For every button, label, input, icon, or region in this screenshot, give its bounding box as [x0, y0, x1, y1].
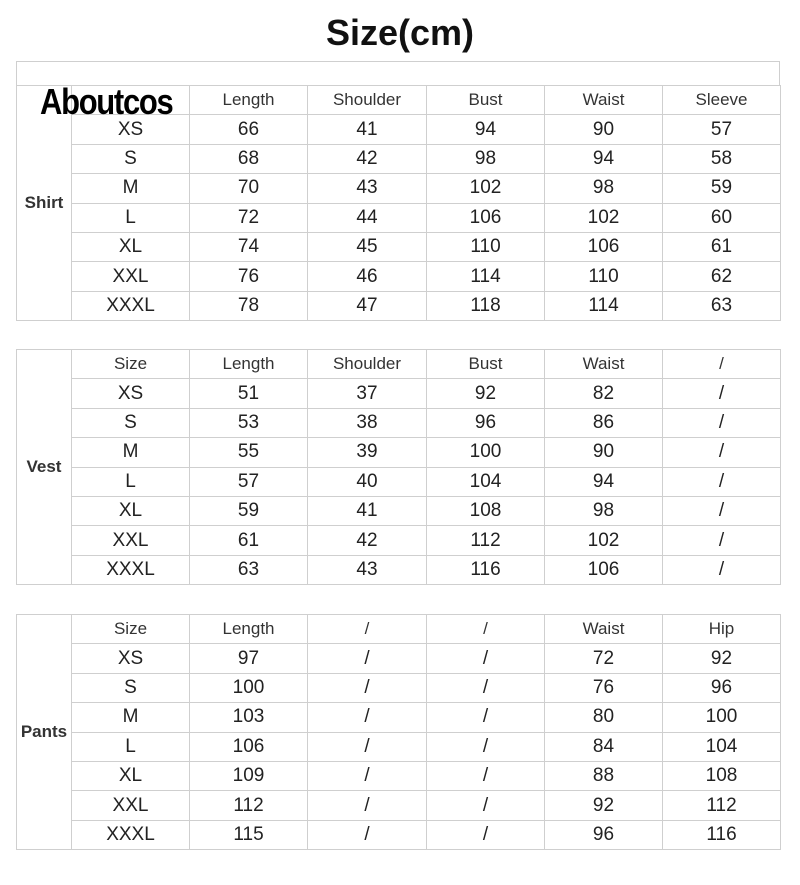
size-label: S	[72, 144, 190, 173]
measurement-cell: 55	[190, 438, 308, 467]
measurement-cell: 94	[545, 144, 663, 173]
measurement-cell: 37	[308, 379, 427, 408]
measurement-cell: 103	[190, 703, 308, 732]
size-label: M	[72, 703, 190, 732]
table-row	[17, 262, 781, 291]
measurement-cell: /	[427, 732, 545, 761]
size-label: XXXL	[72, 555, 190, 584]
measurement-cell: 63	[190, 555, 308, 584]
table-row	[17, 467, 781, 496]
measurement-cell: 92	[663, 644, 781, 673]
measurement-cell: 94	[427, 115, 545, 144]
measurement-cell: 90	[545, 438, 663, 467]
column-header: Length	[190, 615, 308, 644]
column-header: Sleeve	[663, 86, 781, 115]
column-header: /	[308, 615, 427, 644]
measurement-cell: 76	[190, 262, 308, 291]
measurement-cell: 102	[545, 203, 663, 232]
measurement-cell: 100	[663, 703, 781, 732]
measurement-cell: 44	[308, 203, 427, 232]
measurement-cell: 70	[190, 174, 308, 203]
measurement-cell: 51	[190, 379, 308, 408]
measurement-cell: 84	[545, 732, 663, 761]
table-row	[17, 703, 781, 732]
measurement-cell: 46	[308, 262, 427, 291]
measurement-cell: 106	[190, 732, 308, 761]
measurement-cell: 72	[190, 203, 308, 232]
column-header: Length	[190, 86, 308, 115]
measurement-cell: 98	[545, 174, 663, 203]
measurement-cell: 112	[427, 526, 545, 555]
measurement-cell: 47	[308, 291, 427, 320]
measurement-cell: /	[308, 761, 427, 790]
measurement-cell: 43	[308, 174, 427, 203]
measurement-cell: 59	[190, 496, 308, 525]
measurement-cell: /	[427, 820, 545, 849]
pants-size-table	[16, 614, 781, 850]
measurement-cell: 61	[190, 526, 308, 555]
size-label: XXL	[72, 526, 190, 555]
column-header: Size	[72, 615, 190, 644]
measurement-cell: 110	[427, 232, 545, 261]
measurement-cell: 102	[545, 526, 663, 555]
measurement-cell: /	[308, 791, 427, 820]
measurement-cell: 116	[663, 820, 781, 849]
measurement-cell: 66	[190, 115, 308, 144]
measurement-cell: /	[663, 379, 781, 408]
measurement-cell: 109	[190, 761, 308, 790]
size-label: XL	[72, 761, 190, 790]
category-label: Shirt	[17, 86, 72, 321]
measurement-cell: 114	[545, 291, 663, 320]
measurement-cell: 45	[308, 232, 427, 261]
size-label: S	[72, 673, 190, 702]
size-label: M	[72, 174, 190, 203]
vest-size-table	[16, 349, 781, 585]
measurement-cell: 100	[190, 673, 308, 702]
table-row	[17, 379, 781, 408]
table-row	[17, 496, 781, 525]
column-header: /	[427, 615, 545, 644]
measurement-cell: 80	[545, 703, 663, 732]
column-header: /	[663, 350, 781, 379]
table-row	[17, 673, 781, 702]
measurement-cell: 98	[427, 144, 545, 173]
measurement-cell: 96	[545, 820, 663, 849]
size-label: XXXL	[72, 291, 190, 320]
size-label: S	[72, 408, 190, 437]
table-row	[17, 732, 781, 761]
measurement-cell: 106	[427, 203, 545, 232]
measurement-cell: 38	[308, 408, 427, 437]
measurement-cell: /	[427, 703, 545, 732]
measurement-cell: /	[308, 703, 427, 732]
measurement-cell: 59	[663, 174, 781, 203]
size-label: XXL	[72, 262, 190, 291]
measurement-cell: 115	[190, 820, 308, 849]
measurement-cell: 78	[190, 291, 308, 320]
measurement-cell: 62	[663, 262, 781, 291]
column-header: Shoulder	[308, 86, 427, 115]
size-label: M	[72, 438, 190, 467]
size-label: L	[72, 732, 190, 761]
measurement-cell: /	[308, 644, 427, 673]
measurement-cell: /	[427, 791, 545, 820]
table-row	[17, 526, 781, 555]
page-title: Size(cm)	[325, 12, 475, 53]
measurement-cell: 57	[190, 467, 308, 496]
measurement-cell: 42	[308, 144, 427, 173]
measurement-cell: 39	[308, 438, 427, 467]
measurement-cell: 102	[427, 174, 545, 203]
table-row	[17, 555, 781, 584]
column-header: Hip	[663, 615, 781, 644]
measurement-cell: 106	[545, 232, 663, 261]
measurement-cell: 94	[545, 467, 663, 496]
measurement-cell: 92	[427, 379, 545, 408]
measurement-cell: 61	[663, 232, 781, 261]
measurement-cell: 97	[190, 644, 308, 673]
measurement-cell: 96	[427, 408, 545, 437]
measurement-cell: 110	[545, 262, 663, 291]
measurement-cell: /	[308, 673, 427, 702]
measurement-cell: /	[663, 526, 781, 555]
column-header: Waist	[545, 86, 663, 115]
measurement-cell: /	[427, 673, 545, 702]
measurement-cell: 114	[427, 262, 545, 291]
measurement-cell: /	[663, 555, 781, 584]
measurement-cell: 112	[190, 791, 308, 820]
measurement-cell: /	[663, 467, 781, 496]
measurement-cell: 92	[545, 791, 663, 820]
measurement-cell: 98	[545, 496, 663, 525]
table-row	[17, 761, 781, 790]
size-label: XS	[72, 379, 190, 408]
measurement-cell: 104	[427, 467, 545, 496]
column-header: Length	[190, 350, 308, 379]
measurement-cell: 60	[663, 203, 781, 232]
category-label: Vest	[17, 350, 72, 585]
table-row	[17, 232, 781, 261]
measurement-cell: 82	[545, 379, 663, 408]
measurement-cell: /	[308, 732, 427, 761]
size-label: L	[72, 203, 190, 232]
measurement-cell: 72	[545, 644, 663, 673]
size-label: XL	[72, 232, 190, 261]
column-header: Bust	[427, 86, 545, 115]
measurement-cell: 116	[427, 555, 545, 584]
measurement-cell: 68	[190, 144, 308, 173]
size-label: XXXL	[72, 820, 190, 849]
measurement-cell: 100	[427, 438, 545, 467]
header-row	[17, 350, 781, 379]
table-row	[17, 174, 781, 203]
measurement-cell: /	[308, 820, 427, 849]
table-row	[17, 644, 781, 673]
measurement-cell: 88	[545, 761, 663, 790]
size-label: XXL	[72, 791, 190, 820]
measurement-cell: 41	[308, 496, 427, 525]
table-row	[17, 291, 781, 320]
size-label: XS	[72, 644, 190, 673]
measurement-cell: /	[663, 408, 781, 437]
measurement-cell: 108	[427, 496, 545, 525]
measurement-cell: 40	[308, 467, 427, 496]
size-label: XL	[72, 496, 190, 525]
measurement-cell: 86	[545, 408, 663, 437]
table-row	[17, 203, 781, 232]
column-header: Shoulder	[308, 350, 427, 379]
size-label: XS	[72, 115, 190, 144]
column-header: Size	[72, 350, 190, 379]
measurement-cell: 57	[663, 115, 781, 144]
category-label: Pants	[17, 615, 72, 850]
column-header: Bust	[427, 350, 545, 379]
measurement-cell: 53	[190, 408, 308, 437]
header-row	[17, 615, 781, 644]
measurement-cell: 96	[663, 673, 781, 702]
measurement-cell: 104	[663, 732, 781, 761]
measurement-cell: 74	[190, 232, 308, 261]
measurement-cell: 43	[308, 555, 427, 584]
table-row	[17, 438, 781, 467]
measurement-cell: /	[663, 496, 781, 525]
table-row	[17, 820, 781, 849]
measurement-cell: 108	[663, 761, 781, 790]
measurement-cell: 58	[663, 144, 781, 173]
table-row	[17, 791, 781, 820]
measurement-cell: 90	[545, 115, 663, 144]
measurement-cell: 118	[427, 291, 545, 320]
measurement-cell: 106	[545, 555, 663, 584]
measurement-cell: 76	[545, 673, 663, 702]
measurement-cell: 42	[308, 526, 427, 555]
size-label: L	[72, 467, 190, 496]
measurement-cell: 63	[663, 291, 781, 320]
table-row	[17, 144, 781, 173]
column-header: Waist	[545, 350, 663, 379]
table-row	[17, 408, 781, 437]
measurement-cell: /	[427, 761, 545, 790]
measurement-cell: 41	[308, 115, 427, 144]
column-header: Waist	[545, 615, 663, 644]
brand-logo: Aboutcos	[40, 81, 173, 122]
measurement-cell: /	[663, 438, 781, 467]
measurement-cell: /	[427, 644, 545, 673]
measurement-cell: 112	[663, 791, 781, 820]
